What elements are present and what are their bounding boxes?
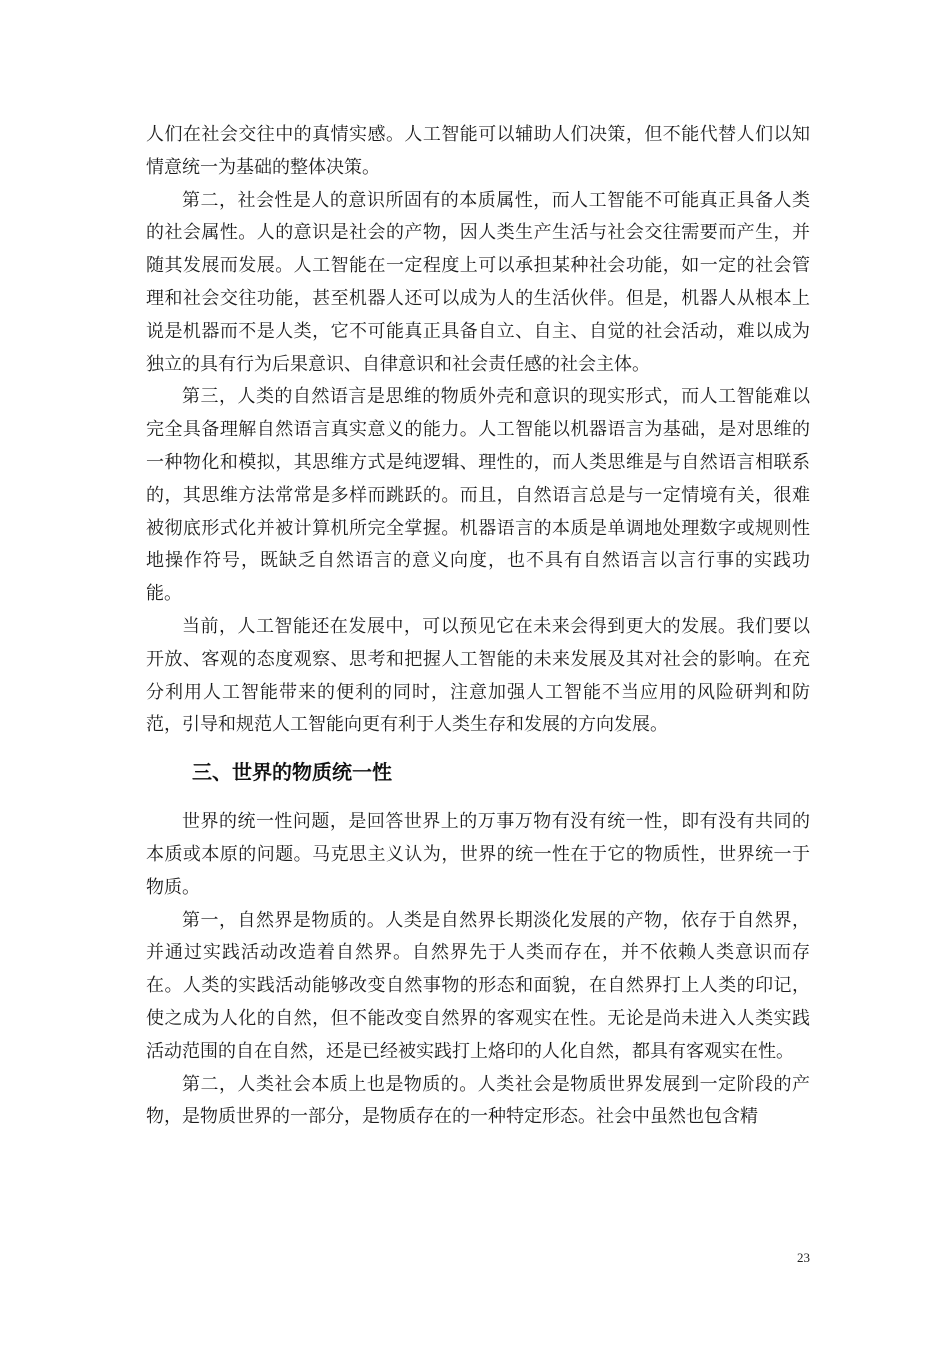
section-heading: 三、世界的物质统一性 — [192, 760, 392, 785]
body-paragraph-sociality: 第二，社会性是人的意识所固有的本质属性，而人工智能不可能真正具备人类的社会属性。人的意识是社会的产物，因人类生产生活与社会交往需要而产生，并随其发展而发展。人工智能在一定程度上可以承担某种社会功能，如一定的社会管理和社会交往功能，甚至机器人还可以成为人的生活伙伴。但是，机器人从根本上说是机器而不是人类，它不可能真正具备自立、自主、自觉的社会活动，难以成为独立的具有行为后果意识、自律意识和社会责任感的社会主体。 — [146, 189, 810, 375]
page-number: 23 — [797, 1250, 810, 1265]
body-paragraph-ai-development: 当前，人工智能还在发展中，可以预见它在未来会得到更大的发展。我们要以开放、客观的态度观察、思考和把握人工智能的未来发展及其对社会的影响。在充分利用人工智能带来的便利的同时，注意加强人工智能不当应用的风险研判和防范，引导和规范人工智能向更有利于人类生存和发展的方向发展。 — [146, 615, 810, 736]
body-paragraph-natural-language: 第三，人类的自然语言是思维的物质外壳和意识的现实形式，而人工智能难以完全具备理解自然语言真实意义的能力。人工智能以机器语言为基础，是对思维的一种物化和模拟，其思维方式是纯逻辑、理性的，而人类思维是与自然语言相联系的，其思维方法常常是多样而跳跃的。而且，自然语言总是与一定情境有关，很难被彻底形式化并被计算机所完全掌握。机器语言的本质是单调地处理数字或规则性地操作符号，既缺乏自然语言的意义向度，也不具有自然语言以言行事的实践功能。 — [146, 386, 810, 605]
body-paragraph-society-material: 第二，人类社会本质上也是物质的。人类社会是物质世界发展到一定阶段的产物，是物质世界的一部分，是物质存在的一种特定形态。社会中虽然也包含精 — [146, 1073, 810, 1128]
body-paragraph-nature-material: 第一，自然界是物质的。人类是自然界长期淡化发展的产物，依存于自然界，并通过实践活动改造着自然界。自然界先于人类而存在，并不依赖人类意识而存在。人类的实践活动能够改变自然事物的形态和面貌，在自然界打上人类的印记，使之成为人化的自然，但不能改变自然界的客观实在性。无论是尚未进入人类实践活动范围的自在自然，还是已经被实践打上烙印的人化自然，都具有客观实在性。 — [146, 909, 810, 1062]
body-paragraph-world-unity: 世界的统一性问题，是回答世界上的万事万物有没有统一性，即有没有共同的本质或本原的问题。马克思主义认为，世界的统一性在于它的物质性，世界统一于物质。 — [146, 811, 810, 898]
body-paragraph-continuation: 人们在社会交往中的真情实感。人工智能可以辅助人们决策，但不能代替人们以知情意统一为基础的整体决策。 — [146, 124, 810, 178]
page-body — [146, 119, 810, 1134]
